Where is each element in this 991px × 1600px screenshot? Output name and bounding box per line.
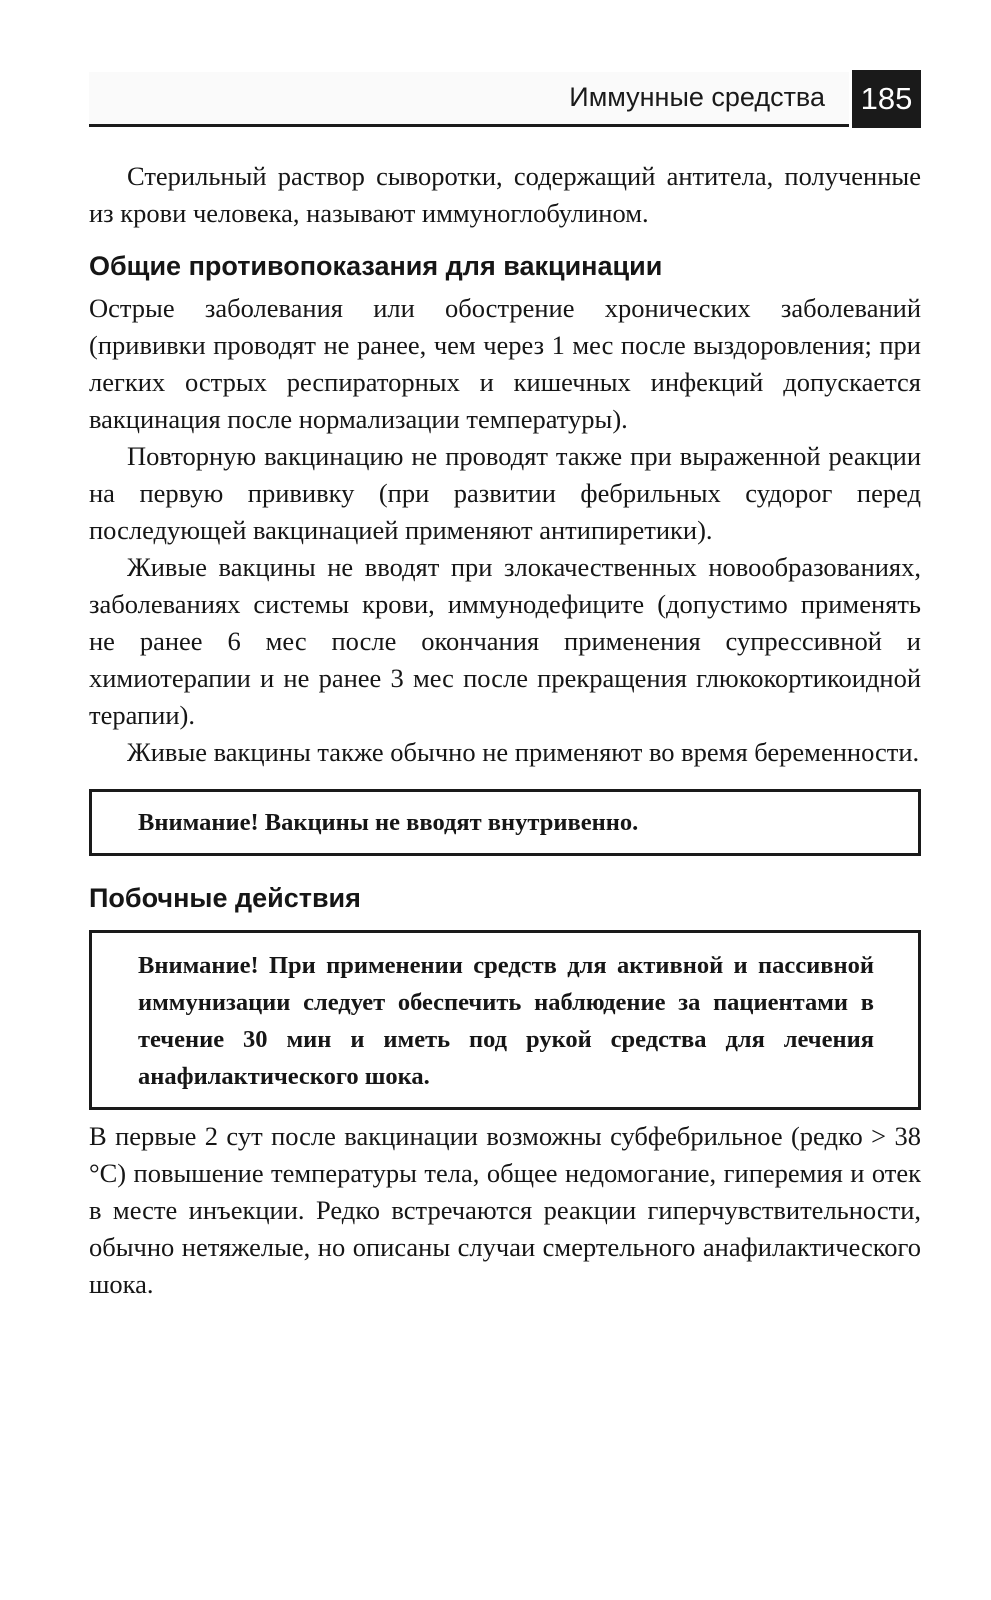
warning-box-observation: Внимание! При применении средств для активной и пассивной иммунизации следует обеспечить наблюдение за пациентами в течение 30 мин и иметь под рукой средства для лечения анафилактического шока.: [89, 930, 921, 1110]
running-header: [89, 72, 849, 127]
section-title: Иммунные средства: [569, 82, 825, 112]
paragraph-acute-diseases: Острые заболевания или обострение хронических заболеваний (прививки проводят не ранее, чем через 1 мес после выздоровления; при легких острых респираторных и кишечных инфекций допускается вакцинация после нормализации температуры).: [89, 293, 921, 434]
paragraph-repeat-vaccination: Повторную вакцинацию не проводят также при выраженной реакции на первую прививку (при развитии фебрильных судорог перед последующей вакцинацией применяют антипиретики).: [89, 441, 921, 545]
heading-contraindications: Общие противопоказания для вакцинации: [89, 251, 663, 281]
page-content: [89, 158, 921, 1303]
page-number: 185: [852, 70, 921, 128]
heading-side-effects: Побочные действия: [89, 883, 361, 913]
warning-box-intravenous: Внимание! Вакцины не вводят внутривенно.: [89, 789, 921, 856]
paragraph-live-vaccines: Живые вакцины не вводят при злокачественных новообразованиях, заболеваниях системы крови, иммунодефиците (допустимо применять не ранее 6 мес после окончания применения супрессивной и химиотерапии и не ранее 3 мес после прекращения глюкокортикоидной терапии).: [89, 552, 921, 730]
paragraph-side-effects: В первые 2 сут после вакцинации возможны субфебрильное (редко > 38 °C) повышение температуры тела, общее недомогание, гиперемия и отек в месте инъекции. Редко встречаются реакции гиперчувствительности, обычно нетяжелые, но описаны случаи смертельного анафилактического шока.: [89, 1121, 921, 1299]
paragraph-pregnancy: Живые вакцины также обычно не применяют во время беременности.: [127, 737, 920, 767]
intro-paragraph: Стерильный раствор сыворотки, содержащий антитела, полученные из крови человека, называют иммуноглобулином.: [89, 161, 921, 228]
